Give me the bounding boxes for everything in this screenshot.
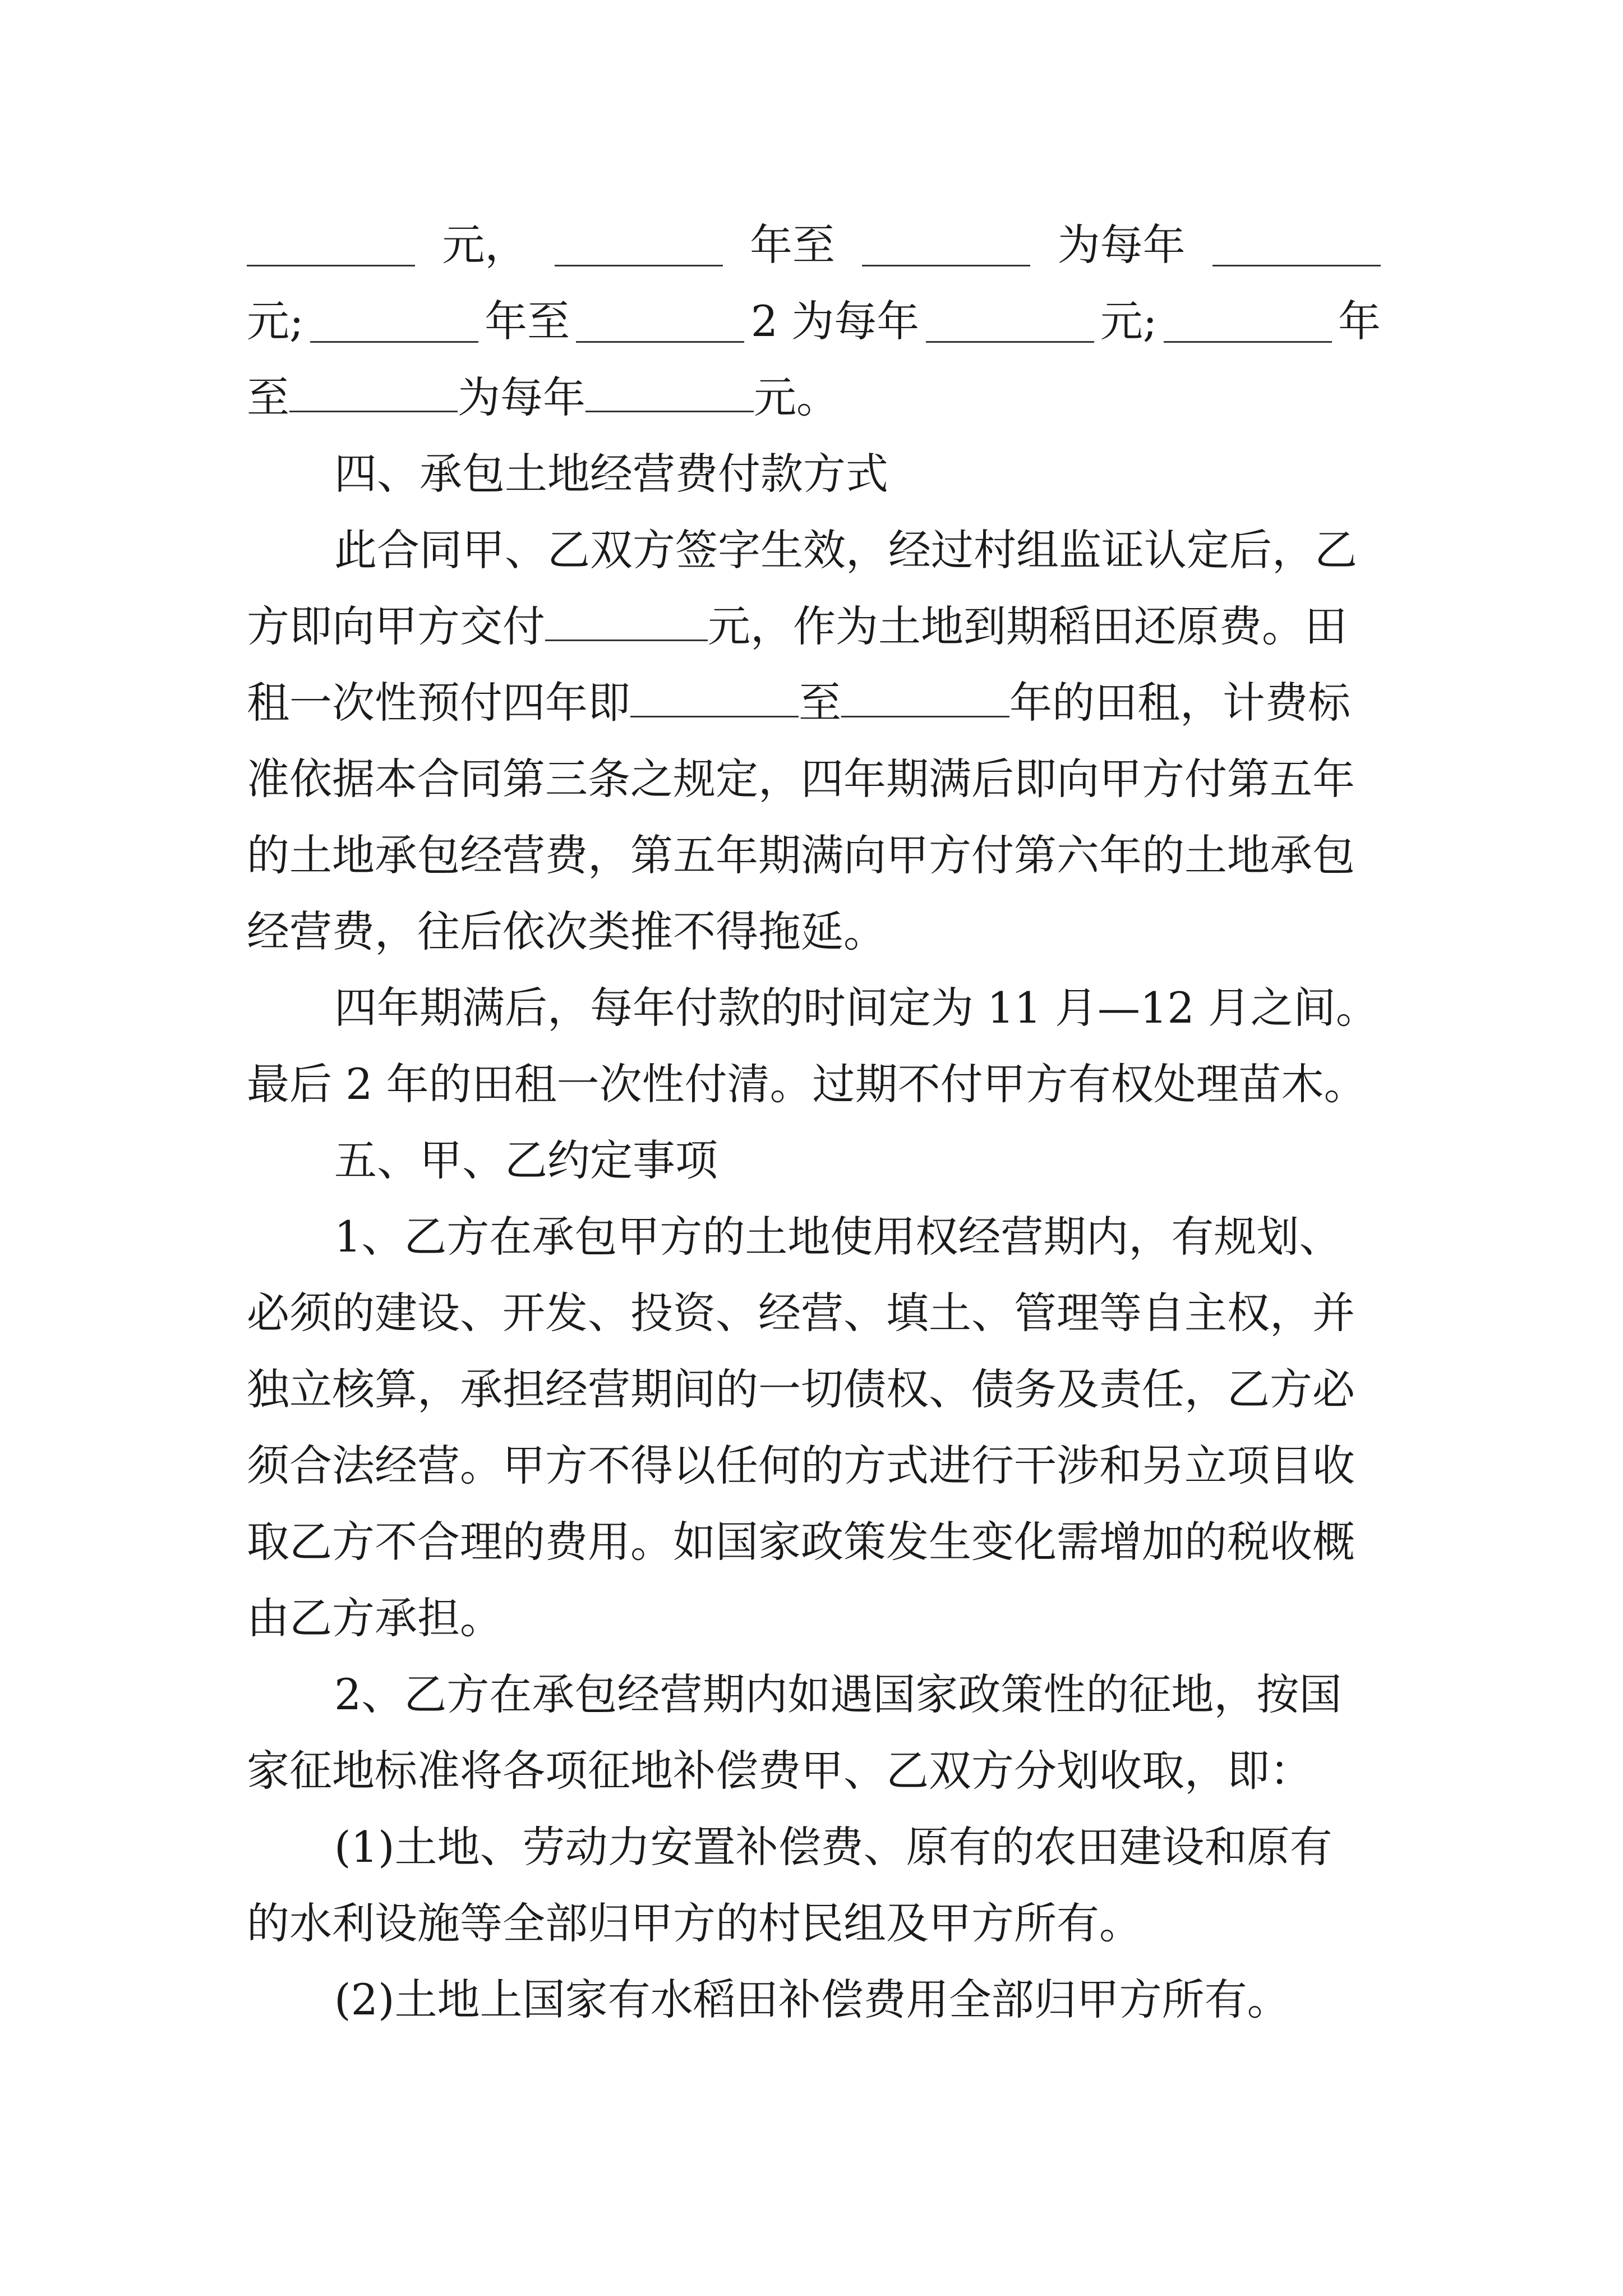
blank-field xyxy=(841,675,1009,717)
text-line-rent-schedule-2 xyxy=(247,291,1381,352)
text-segment: 年至 xyxy=(485,296,570,346)
blank-field xyxy=(289,370,458,412)
text-segment: 方即向甲方交付 xyxy=(247,601,545,651)
section-heading-5: 五、甲、乙约定事项 xyxy=(334,1135,718,1185)
text-segment: 为每年 xyxy=(458,372,585,422)
text-segment: 至 xyxy=(247,372,289,422)
paragraph-line: 必须的建设、开发、投资、经营、填土、管理等自主权，并 xyxy=(247,1288,1355,1338)
paragraph-line: 准依据本合同第三条之规定，四年期满后即向甲方付第五年 xyxy=(247,754,1355,804)
blank-field xyxy=(862,224,1030,266)
paragraph-line: 的土地承包经营费，第五年期满向甲方付第六年的土地承包 xyxy=(247,830,1355,880)
paragraph-line xyxy=(247,596,1381,657)
text-segment: 年至 xyxy=(749,220,835,270)
paragraph-line: (1)土地、劳动力安置补偿费、原有的农田建设和原有 xyxy=(334,1822,1332,1872)
paragraph-line: (2)土地上国家有水稻田补偿费用全部归甲方所有。 xyxy=(334,1975,1290,2024)
text-segment: 为每年 xyxy=(1057,220,1186,270)
blank-field xyxy=(585,370,754,412)
text-segment: 租一次性预付四年即 xyxy=(247,678,630,728)
paragraph-line: 取乙方不合理的费用。如国家政策发生变化需增加的税收概 xyxy=(247,1517,1355,1567)
blank-field xyxy=(1164,301,1332,343)
blank-field xyxy=(630,675,799,717)
blank-field xyxy=(545,599,708,641)
blank-field xyxy=(926,301,1094,343)
paragraph-line: 1、乙方在承包甲方的土地使用权经营期内，有规划、 xyxy=(334,1212,1342,1262)
paragraph-line: 独立核算，承担经营期间的一切债权、债务及责任，乙方必 xyxy=(247,1364,1355,1414)
paragraph-line: 最后 2 年的田租一次性付清。过期不付甲方有权处理苗木。 xyxy=(247,1059,1367,1109)
text-line-rent-schedule-1 xyxy=(247,214,1381,276)
section-heading-4: 四、承包土地经营费付款方式 xyxy=(334,449,888,499)
text-segment: 年的田租，计费标 xyxy=(1009,678,1350,728)
paragraph-line: 由乙方承担。 xyxy=(247,1593,502,1643)
paragraph-line: 此合同甲、乙双方签字生效，经过村组监证认定后，乙 xyxy=(334,525,1357,575)
text-segment: 至 xyxy=(799,678,841,728)
paragraph-line: 四年期满后，每年付款的时间定为 11 月—12 月之间。 xyxy=(334,983,1378,1033)
paragraph-line: 经营费，往后依次类推不得拖延。 xyxy=(247,907,886,956)
paragraph-line: 的水利设施等全部归甲方的村民组及甲方所有。 xyxy=(247,1898,1142,1948)
text-segment: 年 xyxy=(1338,296,1381,346)
text-segment: 2 为每年 xyxy=(750,296,920,346)
text-segment: 元， xyxy=(442,220,528,270)
text-segment: 元。 xyxy=(754,372,839,422)
paragraph-line: 2、乙方在承包经营期内如遇国家政策性的征地，按国 xyxy=(334,1669,1342,1719)
text-line-rent-schedule-3 xyxy=(247,367,1381,429)
text-segment: 元; xyxy=(247,296,304,346)
blank-field xyxy=(247,224,415,266)
paragraph-line: 家征地标准将各项征地补偿费甲、乙双方分划收取，即： xyxy=(247,1746,1312,1796)
blank-field xyxy=(576,301,744,343)
blank-field xyxy=(310,301,478,343)
text-segment: 元; xyxy=(1100,296,1158,346)
paragraph-line xyxy=(247,672,1381,734)
blank-field xyxy=(1212,224,1381,266)
text-segment: 元，作为土地到期稻田还原费。田 xyxy=(708,601,1347,651)
blank-field xyxy=(555,224,723,266)
paragraph-line: 须合法经营。甲方不得以任何的方式进行干涉和另立项目收 xyxy=(247,1441,1355,1490)
